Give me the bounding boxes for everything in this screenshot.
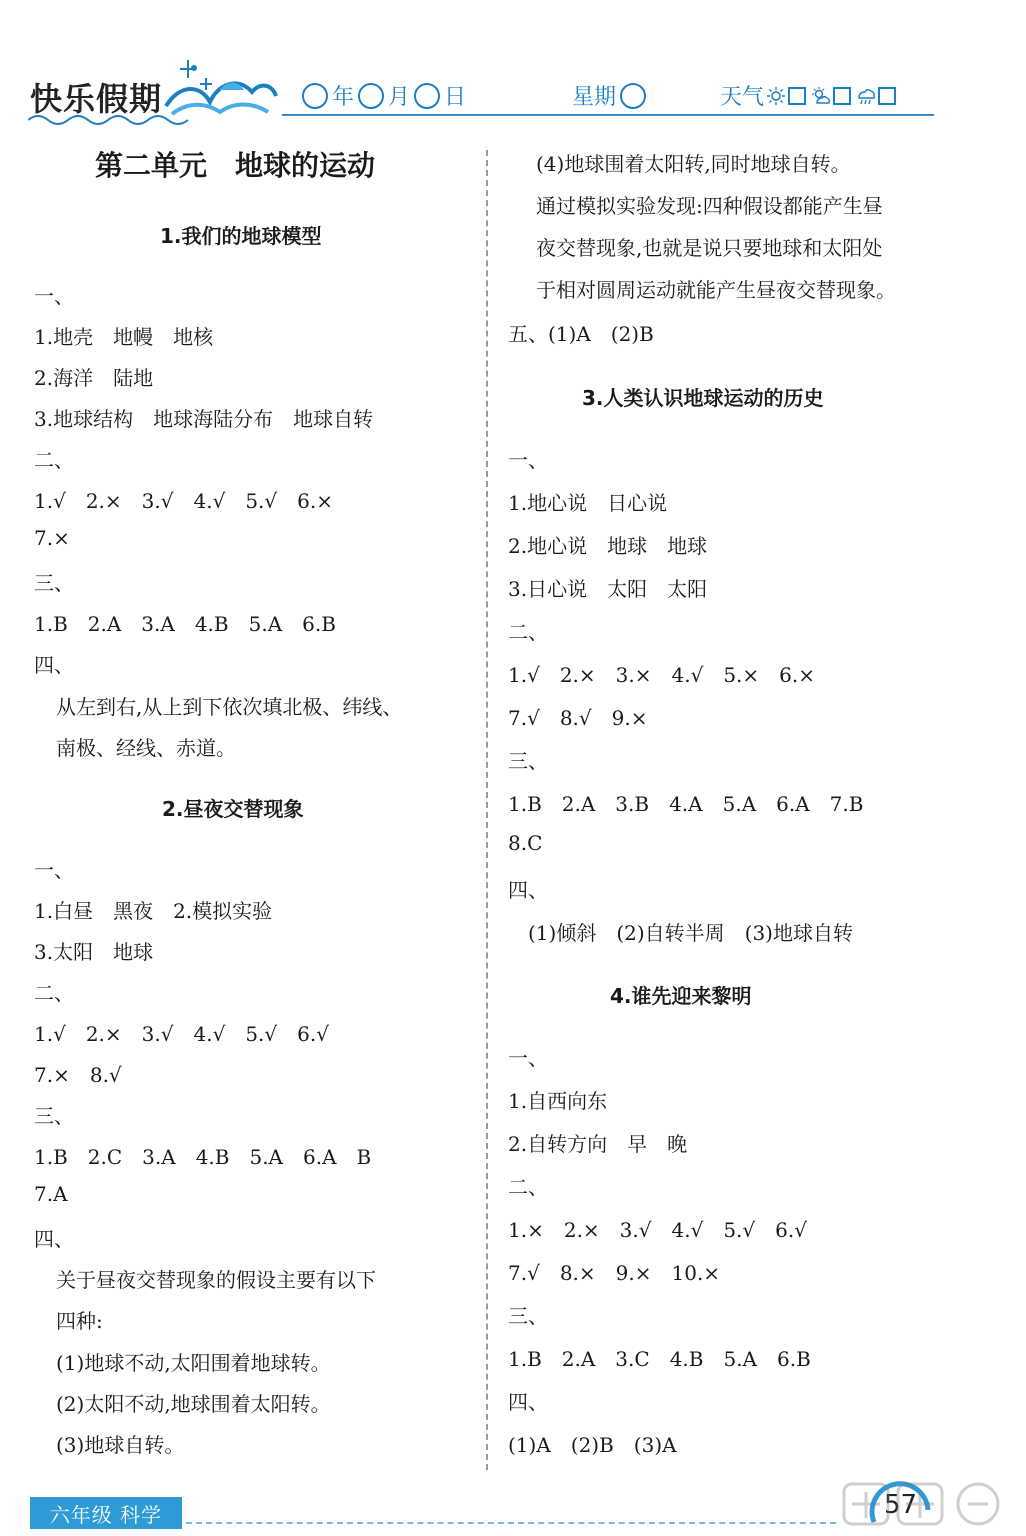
answer-line: 南极、经线、赤道。 <box>56 736 236 760</box>
weekday-label: 星期 <box>572 85 617 110</box>
answer-line: 7.× <box>34 526 70 550</box>
header-rule <box>282 114 934 116</box>
answer-line: (2)太阳不动,地球围着太阳转。 <box>56 1392 331 1416</box>
sun-icon <box>766 86 786 106</box>
answer-line: 四、 <box>508 1390 548 1414</box>
answer-line: 1.地心说 日心说 <box>508 491 668 515</box>
answer-line: 夜交替现象,也就是说只要地球和太阳处 <box>536 236 883 260</box>
answer-line: 1.地壳 地幔 地核 <box>34 325 214 349</box>
answer-line: 3.地球结构 地球海陆分布 地球自转 <box>34 407 374 431</box>
brand-title: 快乐假期 <box>30 80 163 118</box>
answer-line: 7.× 8.√ <box>34 1063 122 1087</box>
footer-rule <box>186 1522 836 1524</box>
section-title-1: 1.我们的地球模型 <box>160 224 322 248</box>
section-title-3: 3.人类认识地球运动的历史 <box>582 386 824 410</box>
answer-line: 1.√ 2.× 3.× 4.√ 5.× 6.× <box>508 663 816 687</box>
month-circle[interactable] <box>358 83 384 109</box>
answer-line: 二、 <box>34 448 74 472</box>
grade-subject-tag: 六年级 科学 <box>30 1497 182 1529</box>
answer-line: 通过模拟实验发现:四种假设都能产生昼 <box>536 194 883 218</box>
answer-line: 1.自西向东 <box>508 1089 608 1113</box>
answer-line: 关于昼夜交替现象的假设主要有以下 <box>56 1268 376 1292</box>
weekday-circle[interactable] <box>620 83 646 109</box>
year-circle[interactable] <box>302 83 328 109</box>
answer-line: (4)地球围着太阳转,同时地球自转。 <box>536 152 851 176</box>
answer-line: 二、 <box>508 1175 548 1199</box>
rainy-checkbox[interactable] <box>878 87 896 105</box>
answer-line: 四种: <box>56 1309 103 1333</box>
answer-line: 一、 <box>508 448 548 472</box>
answer-line: 7.√ 8.√ 9.× <box>508 706 648 730</box>
answer-line: 三、 <box>508 749 548 773</box>
wavy-underline-icon <box>28 112 198 128</box>
answer-line: (1)A (2)B (3)A <box>508 1433 677 1457</box>
answer-line: 二、 <box>508 620 548 644</box>
page-number: 57 <box>884 1490 918 1520</box>
month-label: 月 <box>388 85 411 110</box>
answer-line: 二、 <box>34 981 74 1005</box>
answer-line: 四、 <box>508 878 548 902</box>
cloudy-checkbox[interactable] <box>833 87 851 105</box>
weather-label: 天气 <box>720 85 765 110</box>
answer-line: 于相对圆周运动就能产生昼夜交替现象。 <box>536 278 896 302</box>
answer-line: 2.自转方向 早 晚 <box>508 1132 688 1156</box>
column-divider <box>486 150 488 1470</box>
answer-line: 3.日心说 太阳 太阳 <box>508 577 708 601</box>
answer-line: 1.B 2.A 3.A 4.B 5.A 6.B <box>34 612 336 636</box>
page-header <box>0 0 1026 140</box>
answer-line: 7.√ 8.× 9.× 10.× <box>508 1261 721 1285</box>
answer-line: 7.A <box>34 1182 68 1206</box>
answer-line: 三、 <box>34 571 74 595</box>
answer-line: 1.B 2.A 3.B 4.A 5.A 6.A 7.B <box>508 792 864 816</box>
answer-line: 一、 <box>508 1046 548 1070</box>
weekday-field <box>572 80 650 111</box>
partly-cloudy-icon <box>811 86 831 106</box>
answer-line: 四、 <box>34 1227 74 1251</box>
answer-line: 四、 <box>34 653 74 677</box>
date-fields <box>298 80 466 111</box>
section-title-4: 4.谁先迎来黎明 <box>610 984 752 1008</box>
rain-cloud-icon <box>856 86 876 106</box>
answer-line: 从左到右,从上到下依次填北极、纬线、 <box>56 695 403 719</box>
answer-line: 3.太阳 地球 <box>34 940 154 964</box>
answer-line: (1)倾斜 (2)自转半周 (3)地球自转 <box>528 921 853 945</box>
answer-line: 1.B 2.C 3.A 4.B 5.A 6.A B <box>34 1145 372 1169</box>
answer-line: (1)地球不动,太阳围着地球转。 <box>56 1351 331 1375</box>
unit-title: 第二单元 地球的运动 <box>95 149 376 182</box>
answer-line: 一、 <box>34 858 74 882</box>
answer-line: 五、(1)A (2)B <box>508 322 654 346</box>
answer-line: 三、 <box>34 1104 74 1128</box>
answer-line: 1.√ 2.× 3.√ 4.√ 5.√ 6.√ <box>34 1022 329 1046</box>
day-circle[interactable] <box>414 83 440 109</box>
answer-line: 8.C <box>508 831 543 855</box>
watermark-logo-icon <box>838 1478 1018 1536</box>
weather-field <box>720 80 899 111</box>
answer-line: 一、 <box>34 284 74 308</box>
answer-line: 2.海洋 陆地 <box>34 366 154 390</box>
answer-line: 2.地心说 地球 地球 <box>508 534 708 558</box>
answer-line: 1.× 2.× 3.√ 4.√ 5.√ 6.√ <box>508 1218 807 1242</box>
answer-line: 1.B 2.A 3.C 4.B 5.A 6.B <box>508 1347 811 1371</box>
sunny-checkbox[interactable] <box>788 87 806 105</box>
section-title-2: 2.昼夜交替现象 <box>162 797 304 821</box>
answer-line: (3)地球自转。 <box>56 1433 185 1457</box>
answer-line: 三、 <box>508 1304 548 1328</box>
day-label: 日 <box>444 85 467 110</box>
year-label: 年 <box>332 85 355 110</box>
answer-line: 1.白昼 黑夜 2.模拟实验 <box>34 899 273 923</box>
answer-line: 1.√ 2.× 3.√ 4.√ 5.√ 6.× <box>34 489 333 513</box>
